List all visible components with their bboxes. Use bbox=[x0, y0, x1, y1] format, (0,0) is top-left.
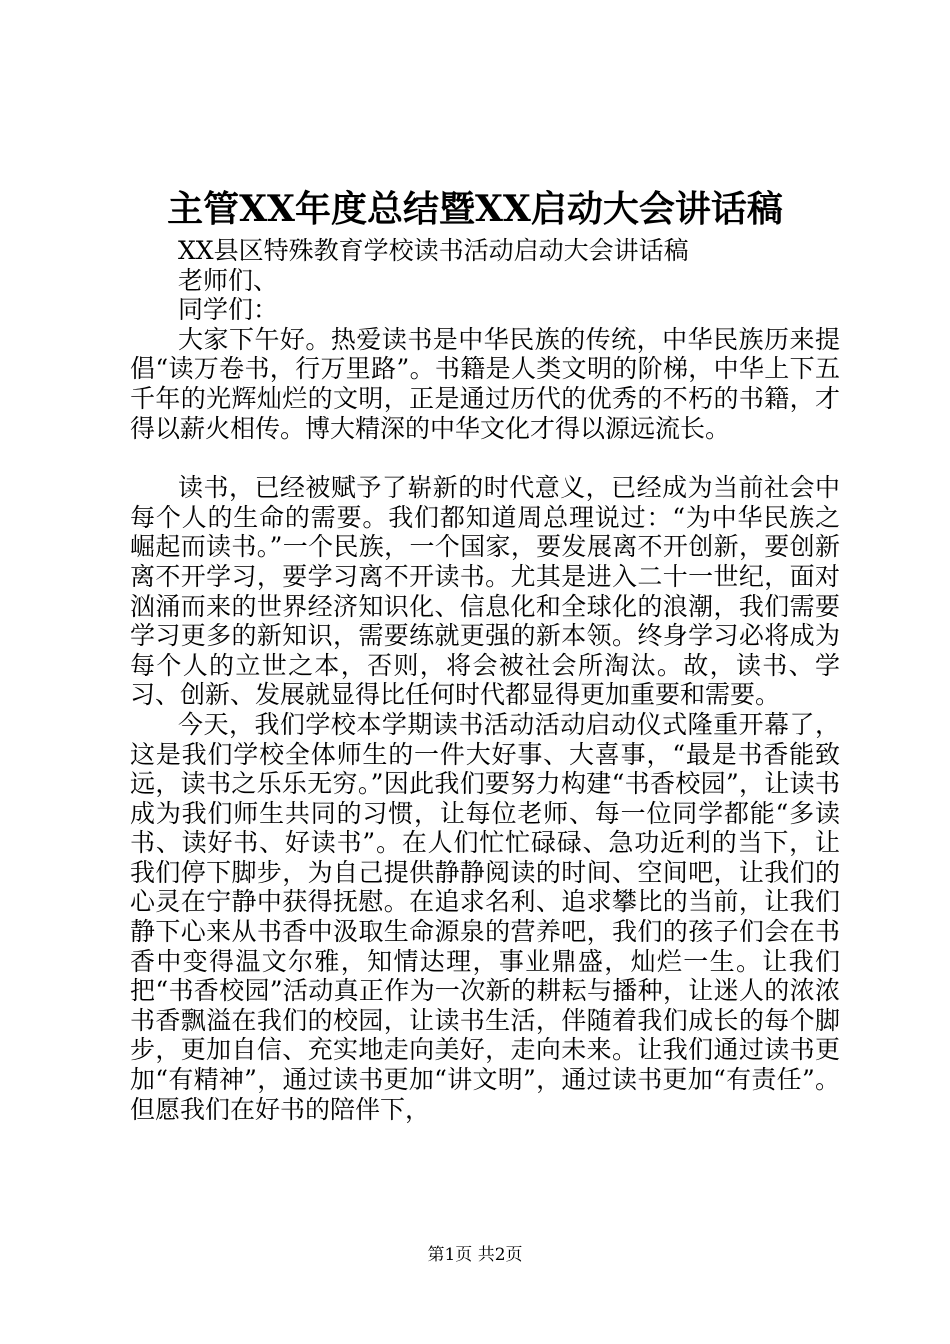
paragraph-1: 大家下午好。热爱读书是中华民族的传统，中华民族历来提倡“读万卷书，行万里路”。书籍是人类文明的阶梯，中华上下五千年的光辉灿烂的文明，正是通过历代的优秀的不朽的书籍，才得以薪火相传。博大精深的中华文化才得以源远流长。 bbox=[130, 324, 840, 443]
salutation-teachers: 老师们、 bbox=[178, 265, 279, 295]
document-title: 主管XX年度总结暨XX启动大会讲话稿 bbox=[167, 188, 783, 230]
subtitle-line: XX县区特殊教育学校读书活动启动大会讲话稿 bbox=[178, 236, 689, 265]
paragraph-spacer bbox=[130, 443, 840, 473]
document-body bbox=[130, 236, 840, 1124]
page-footer: 第1页 共2页 bbox=[427, 1245, 523, 1265]
salutation-students: 同学们： bbox=[178, 295, 279, 325]
paragraph-2: 读书，已经被赋予了崭新的时代意义，已经成为当前社会中每个人的生命的需要。我们都知道周总理说过：“为中华民族之崛起而读书。”一个民族，一个国家，要发展离不开创新，要创新离不开学习，要学习离不开读书。尤其是进入二十一世纪，面对汹涌而来的世界经济知识化、信息化和全球化的浪潮，我们需要学习更多的新知识，需要练就更强的新本领。终身学习必将成为每个人的立世之本，否则，将会被社会所淘汰。故，读书、学习、创新、发展就显得比任何时代都显得更加重要和需要。 bbox=[130, 473, 840, 710]
paragraph-3: 今天，我们学校本学期读书活动活动启动仪式隆重开幕了，这是我们学校全体师生的一件大好事、大喜事，“最是书香能致远，读书之乐乐无穷。”因此我们要努力构建“书香校园”，让读书成为我们师生共同的习惯，让每位老师、每一位同学都能“多读书、读好书、好读书”。在人们忙忙碌碌、急功近利的当下，让我们停下脚步，为自己提供静静阅读的时间、空间吧，让我们的心灵在宁静中获得抚慰。在追求名利、追求攀比的当前，让我们静下心来从书香中汲取生命源泉的营养吧，我们的孩子们会在书香中变得温文尔雅，知情达理，事业鼎盛，灿烂一生。让我们把“书香校园”活动真正作为一次新的耕耘与播种，让迷人的浓浓书香飘溢在我们的校园，让读书生活，伴随着我们成长的每个脚步，更加自信、充实地走向美好，走向未来。让我们通过读书更加“有精神”，通过读书更加“讲文明”，通过读书更加“有责任”。但愿我们在好书的陪伴下， bbox=[130, 709, 840, 1124]
